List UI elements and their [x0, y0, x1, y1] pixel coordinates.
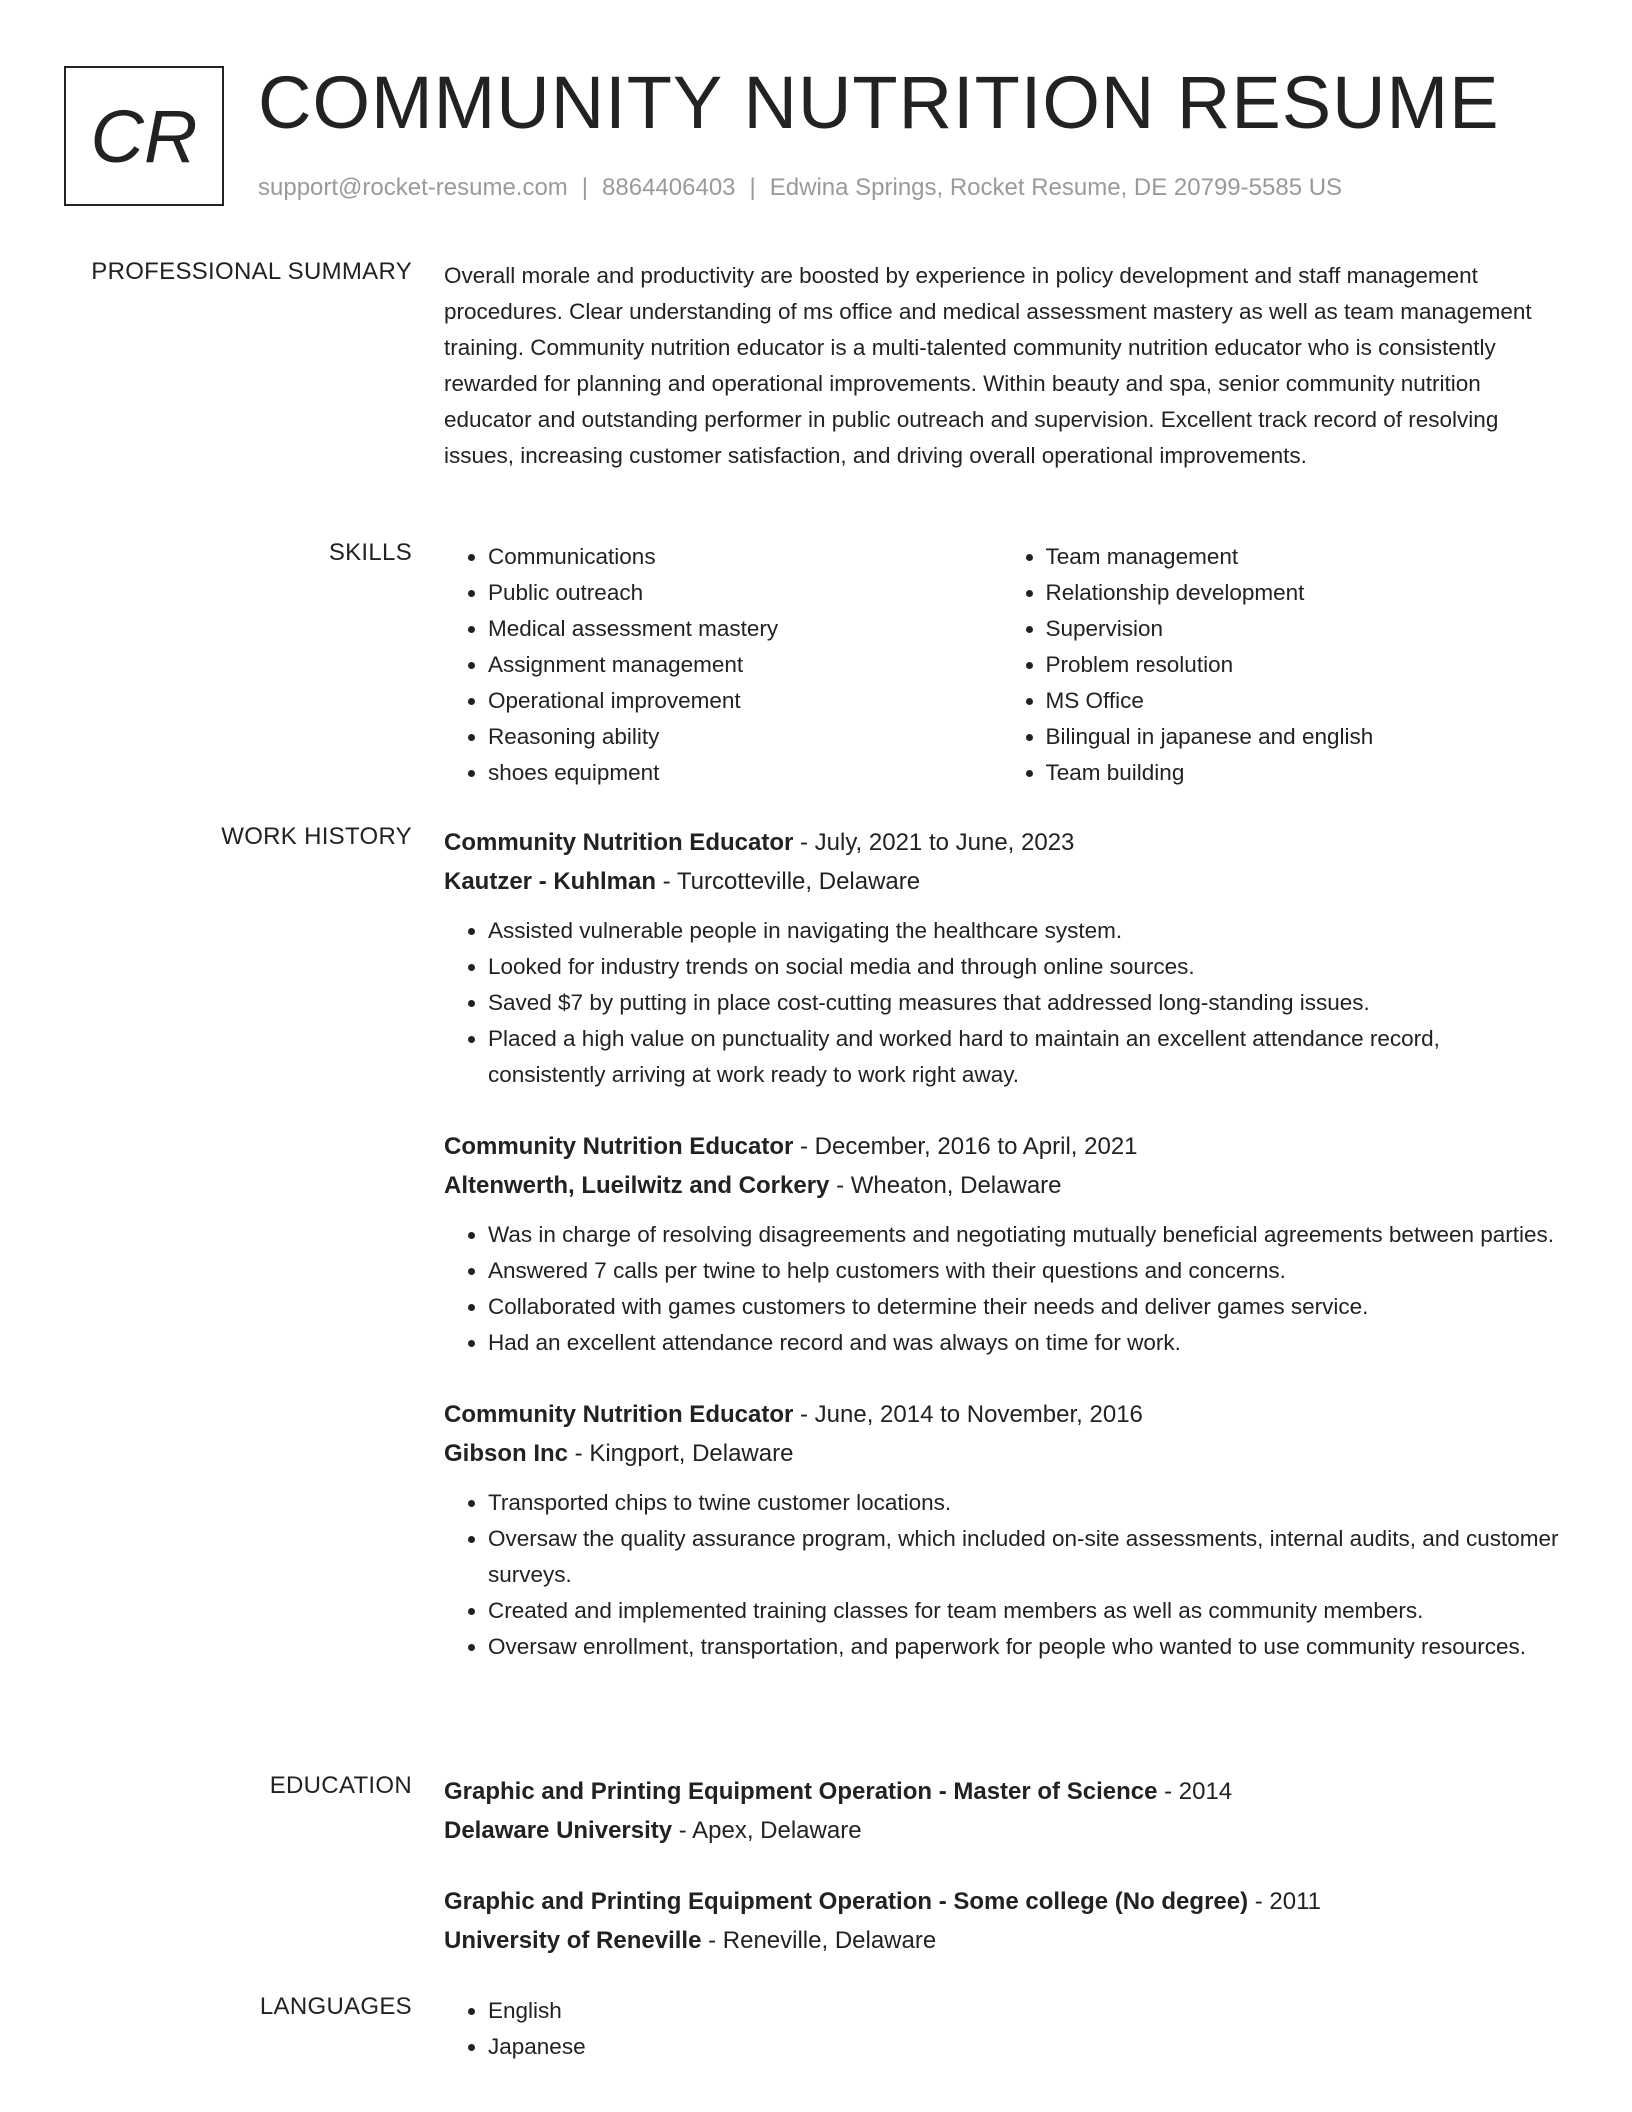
job-bullets: [444, 913, 1559, 1093]
skill-item: • MS Office: [1046, 683, 1560, 719]
job-bullets: [444, 1217, 1559, 1361]
education-location: - Reneville, Delaware: [701, 1927, 937, 1954]
job-bullet: • Oversaw enrollment, transportation, and paperwork for people who wanted to use community resources.: [488, 1629, 1559, 1665]
job-location: - Wheaton, Delaware: [829, 1172, 1062, 1199]
skill-item: • shoes equipment: [488, 755, 1002, 791]
job-bullets: [444, 1485, 1559, 1665]
summary-text: Overall morale and productivity are boosted by experience in policy development and staff management procedures. Clear understanding of ms office and medical assessment mastery as well as team management training. Community nutrition educator is a multi-talented community nutrition educator who is consistently rewarded for planning and operational improvements. Within beauty and spa, senior community nutrition educator and outstanding performer in public outreach and supervision. Excellent track record of resolving issues, increasing customer satisfaction, and driving overall operational improvements.: [444, 263, 1532, 468]
education-school: University of Reneville: [444, 1927, 702, 1954]
job-company-line: [444, 1434, 1559, 1473]
job-entry: [444, 823, 1559, 1093]
job-bullet: • Placed a high value on punctuality and worked hard to maintain an excellent attendance record, consistently arriving at work ready to work right away.: [488, 1021, 1559, 1093]
education-school: Delaware University: [444, 1817, 673, 1844]
job-entry: [444, 1395, 1559, 1665]
summary-body: [444, 258, 1559, 474]
job-bullet: • Looked for industry trends on social media and through online sources.: [488, 949, 1559, 985]
contact-separator: |: [749, 174, 756, 201]
job-dates: - June, 2014 to November, 2016: [793, 1401, 1143, 1428]
skill-item: • Reasoning ability: [488, 719, 1002, 755]
work-history-body: [444, 823, 1559, 1699]
job-bullet: • Saved $7 by putting in place cost-cutting measures that addressed long-standing issues.: [488, 985, 1559, 1021]
job-company: Kautzer - Kuhlman: [444, 868, 657, 895]
job-company: Gibson Inc: [444, 1440, 569, 1467]
contact-line: [258, 174, 1342, 202]
skills-column-right: [1002, 539, 1560, 791]
job-bullet: • Had an excellent attendance record and was always on time for work.: [488, 1325, 1559, 1361]
job-bullet: • Assisted vulnerable people in navigating the healthcare system.: [488, 913, 1559, 949]
section-label: SKILLS: [328, 539, 412, 566]
job-bullet: • Oversaw the quality assurance program, which included on-site assessments, internal audits, and customer surveys.: [488, 1521, 1559, 1593]
job-location: - Kingport, Delaware: [568, 1440, 794, 1467]
job-bullet: • Was in charge of resolving disagreements and negotiating mutually beneficial agreements between parties.: [488, 1217, 1559, 1253]
job-dates: - July, 2021 to June, 2023: [793, 829, 1075, 856]
skill-item: • Team management: [1046, 539, 1560, 575]
education-location: - Apex, Delaware: [672, 1817, 862, 1844]
contact-email[interactable]: support@rocket-resume.com: [258, 174, 568, 201]
skill-item: • Problem resolution: [1046, 647, 1560, 683]
job-bullet: • Created and implemented training classes for team members as well as community members.: [488, 1593, 1559, 1629]
languages-body: [444, 1993, 1559, 2065]
education-school-line: [444, 1811, 1559, 1850]
skill-item: • Communications: [488, 539, 1002, 575]
job-company-line: [444, 862, 1559, 901]
education-degree: Graphic and Printing Equipment Operation - Master of Science: [444, 1778, 1158, 1805]
job-bullet: • Transported chips to twine customer locations.: [488, 1485, 1559, 1521]
job-location: - Turcotteville, Delaware: [656, 868, 921, 895]
section-label: EDUCATION: [269, 1772, 412, 1799]
skill-item: • Supervision: [1046, 611, 1560, 647]
skill-item: • Public outreach: [488, 575, 1002, 611]
skill-item: • Assignment management: [488, 647, 1002, 683]
education-body: [444, 1772, 1559, 1992]
language-item: • Japanese: [488, 2029, 1559, 2065]
section-label: LANGUAGES: [259, 1993, 412, 2020]
education-year: - 2014: [1157, 1778, 1233, 1805]
education-school-line: [444, 1921, 1559, 1960]
education-entry: [444, 1772, 1559, 1850]
skill-item: • Operational improvement: [488, 683, 1002, 719]
job-bullet: • Answered 7 calls per twine to help customers with their questions and concerns.: [488, 1253, 1559, 1289]
section-label: PROFESSIONAL SUMMARY: [91, 258, 412, 285]
job-entry: [444, 1127, 1559, 1361]
skill-item: • Bilingual in japanese and english: [1046, 719, 1560, 755]
job-title-line: [444, 1395, 1559, 1434]
language-item: • English: [488, 1993, 1559, 2029]
languages-list: [444, 1993, 1559, 2065]
job-bullet: • Collaborated with games customers to determine their needs and deliver games service.: [488, 1289, 1559, 1325]
job-title-line: [444, 823, 1559, 862]
job-company: Altenwerth, Lueilwitz and Corkery: [444, 1172, 830, 1199]
education-degree: Graphic and Printing Equipment Operation - Some college (No degree): [444, 1888, 1249, 1915]
skill-item: • Team building: [1046, 755, 1560, 791]
monogram-logo: CR: [64, 66, 224, 206]
job-title: Community Nutrition Educator: [444, 1401, 794, 1428]
education-degree-line: [444, 1882, 1559, 1921]
job-dates: - December, 2016 to April, 2021: [793, 1133, 1138, 1160]
skills-grid: [444, 539, 1559, 791]
skills-column-left: [444, 539, 1002, 791]
education-entry: [444, 1882, 1559, 1960]
job-company-line: [444, 1166, 1559, 1205]
section-label: WORK HISTORY: [221, 823, 412, 850]
skill-item: • Medical assessment mastery: [488, 611, 1002, 647]
education-degree-line: [444, 1772, 1559, 1811]
job-title: Community Nutrition Educator: [444, 829, 794, 856]
contact-address: Edwina Springs, Rocket Resume, DE 20799-5585 US: [769, 174, 1343, 201]
skill-item: • Relationship development: [1046, 575, 1560, 611]
contact-phone[interactable]: 8864406403: [602, 174, 736, 201]
resume-title: COMMUNITY NUTRITION RESUME: [258, 61, 1500, 144]
job-title-line: [444, 1127, 1559, 1166]
education-year: - 2011: [1248, 1888, 1322, 1915]
contact-separator: |: [581, 174, 589, 201]
job-title: Community Nutrition Educator: [444, 1133, 794, 1160]
